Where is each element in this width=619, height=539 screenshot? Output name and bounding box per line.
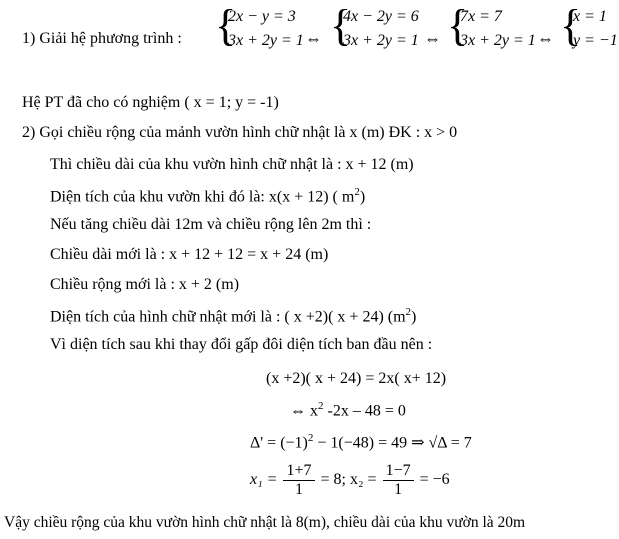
delta-line xyxy=(250,432,472,452)
line3-sup: 2 xyxy=(354,186,360,198)
brace-icon: { xyxy=(215,1,237,50)
system-3 xyxy=(447,1,547,56)
x2-fraction xyxy=(383,462,414,499)
brace-icon: { xyxy=(560,1,582,50)
system-1-eq1: 2x − y = 3 xyxy=(228,8,296,25)
system-1-eq2: 3x + 2y = 1 xyxy=(228,32,304,49)
system-4-eq1: x = 1 xyxy=(573,8,607,25)
part1-conclusion: Hệ PT đã cho có nghiệm ( x = 1; y = -1) xyxy=(22,94,279,111)
delta-sup: 2 xyxy=(307,432,314,444)
eq2-sup: 2 xyxy=(318,400,324,412)
system-2-eq1: 4x − 2y = 6 xyxy=(343,8,419,25)
iff-symbol: ⇔ xyxy=(424,29,441,48)
brace-icon: { xyxy=(447,1,469,50)
line3-close: ) xyxy=(359,188,366,206)
final-answer: Vậy chiều rộng của khu vườn hình chữ nhật là 8(m), chiều dài của khu vườn là 20m xyxy=(4,514,526,531)
part2-line4: Nếu tăng chiều dài 12m và chiều rộng lên 2m thì : xyxy=(50,216,372,233)
part2-line5: Chiều dài mới là : x + 12 + 12 = x + 24 (m) xyxy=(50,246,329,263)
equation-2 xyxy=(290,400,406,420)
eq2-rest: -2x – 48 = 0 xyxy=(323,402,406,420)
system-2 xyxy=(330,1,430,56)
x1-label: x₁ = xyxy=(250,471,278,489)
part2-line6: Chiều rộng mới là : x + 2 (m) xyxy=(50,276,240,293)
x1-denominator: 1 xyxy=(294,481,303,498)
line7-sup: 2 xyxy=(405,306,412,318)
x1-value: = 8; x₂ = xyxy=(320,471,377,489)
part2-line7 xyxy=(50,306,416,326)
equation-1: (x +2)( x + 24) = 2x( x+ 12) xyxy=(266,370,447,387)
roots-line xyxy=(250,462,450,499)
line3-text: Diện tích của khu vườn khi đó là: x(x + 12) ( m xyxy=(50,188,355,206)
x1-numerator: 1+7 xyxy=(283,462,314,481)
delta-rest: − 1(−48) = 49 ⇒ √Δ = 7 xyxy=(313,434,472,452)
system-1 xyxy=(215,1,315,56)
part2-line2: Thì chiều dài của khu vườn hình chữ nhật là : x + 12 (m) xyxy=(50,156,414,173)
x2-denominator: 1 xyxy=(394,481,403,498)
x2-value: = −6 xyxy=(419,471,450,489)
system-4 xyxy=(560,1,618,56)
x2-numerator: 1−7 xyxy=(383,462,414,481)
iff-symbol: ⇔ xyxy=(305,29,322,48)
eq2-text: ⇔ x xyxy=(290,402,318,420)
system-2-eq2: 3x + 2y = 1 xyxy=(343,32,419,49)
delta-text: Δ' = (−1) xyxy=(250,434,308,452)
system-3-eq2: 3x + 2y = 1 xyxy=(460,32,536,49)
brace-icon: { xyxy=(330,1,352,50)
line7-text: Diện tích của hình chữ nhật mới là : ( x +2)( x + 24) (m xyxy=(50,308,406,326)
iff-symbol: ⇔ xyxy=(537,29,554,48)
part2-line3 xyxy=(50,186,365,206)
part1-label: 1) Giải hệ phương trình : xyxy=(22,30,182,47)
part2-line1: 2) Gọi chiều rộng của mảnh vườn hình chữ nhật là x (m) ĐK : x > 0 xyxy=(22,124,458,141)
system-4-eq2: y = −1 xyxy=(573,32,618,49)
line7-close: ) xyxy=(411,308,417,326)
x1-fraction xyxy=(283,462,314,499)
part2-line8: Vì diện tích sau khi thay đổi gấp đôi diện tích ban đầu nên : xyxy=(50,336,433,353)
system-3-eq1: 7x = 7 xyxy=(460,8,502,25)
